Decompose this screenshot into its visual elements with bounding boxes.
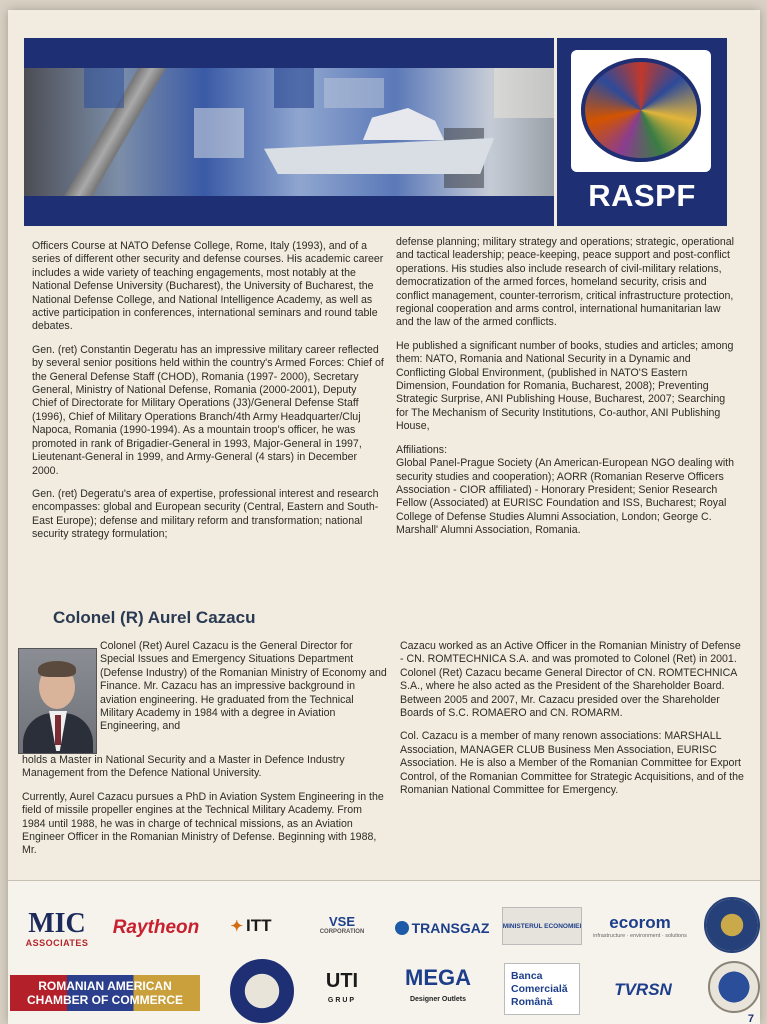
- vse-logo: VSE CORPORATION: [319, 913, 365, 935]
- sponsor-logos: [8, 880, 760, 1024]
- ministry-economy-logo: MINISTERUL ECONOMIEI: [502, 907, 582, 945]
- ministry-seal-icon: [230, 959, 294, 1023]
- transgaz-mark-icon: [395, 921, 409, 935]
- mega-logo: MEGA Designer Outlets: [405, 965, 471, 1003]
- paragraph: Gen. (ret) Degeratu's area of expertise, professional interest and research encompasses: global and European security (Central, Eastern and South-East Europe); defense and military reform and transformation; national security strategy formulation;: [32, 487, 379, 541]
- paragraph: Col. Cazacu is a member of many renown associations: MARSHALL Association, MANAGER CLUB Business Men Association, EURISC Association. He is also a Member of the Romanian Committee for Export Control, of the Romanian Committee for Strategic Acquisitions, and of the Romanian National Committee for Emergency.: [400, 730, 744, 797]
- mic-associates-logo: MIC ASSOCIATES: [25, 908, 89, 948]
- romanian-american-chamber-logo: ROMANIAN AMERICAN CHAMBER OF COMMERCE: [10, 975, 200, 1011]
- paragraph: Gen. (ret) Constantin Degeratu has an impressive military career reflected by several senior positions held within the country's Armed Forces: Chief of the General Defense Staff (CHOD), Romania (1997- 2000), Secretary General, Ministry of National Defense, Romania (2000-2001), Deputy Chief of Directorate for Military Operations (J3)/General Defense Staff (1996), Chief of Military Operations Branch/4th Army Headquarter/Cluj Napoca, Romania (1990-1994). As a mountain troop's officer, he was promoted in rank of Brigadier-General in 1993, Major-General in 1997, Lieutenant-General in 1999, and Army-General (4 stars) in December 2000.: [32, 343, 384, 477]
- itt-logo: ✦ ITT: [230, 916, 272, 935]
- raspf-logo: [557, 38, 727, 226]
- bio-left-wide-text: [22, 754, 388, 868]
- page-number: 7: [747, 1013, 754, 1024]
- brochure-page: [8, 10, 760, 1024]
- paragraph: defense planning; military strategy and operations; strategic, operational and tactical leadership; peace-keeping, peace support and post-conflict operations. His studies also include research of civil-military relations, democratization of the armed forces, homeland security, crisis and conflict management, counter-terrorism, critical infrastructure protection, regional cooperation and arms control, international humanitarian law and the law of the armed conflicts.: [396, 236, 735, 329]
- paragraph: He published a significant number of books, studies and articles; among them: NATO, Romania and National Security in a Dynamic and Conflicting Global Environment, (published in NATO'S Eastern Dimension, Foundation for Romania, Bucharest, 2008); Preventing Strategic Surprise, ANI Publishing House, Bucharest, 2007; Searching for The Mechanism of Security Institutions, Co-author, ANI Publishing House,: [396, 339, 734, 433]
- header-banner: [24, 38, 554, 226]
- uti-grup-logo: UTI GRUP: [325, 970, 359, 1004]
- tvrsn-logo: TVRSN: [614, 980, 672, 999]
- bcr-logo: Banca Comercială Română: [504, 963, 580, 1015]
- paragraph: holds a Master in National Security and a Master in Defence Industry Management from the Defence National University.: [22, 754, 345, 780]
- right-column: [396, 236, 740, 548]
- affiliations-paragraph: Affiliations: Global Panel-Prague Society (An American-European NGO dealing with security studies and cooperation); AORR (Romanian Reserve Officers Association - CIOR affiliated) - Honorary President; Senior Research Fellow (Associated) at EURISC Foundation and ISS, Bucharest; Royal College of Defense Studies Alumni Association, London; George C. Marshall' Alumni Association, Romania.: [396, 443, 735, 537]
- logo-text: RASPF: [588, 178, 696, 213]
- section-title: Colonel (R) Aurel Cazacu: [53, 608, 256, 627]
- paragraph: Colonel (Ret) Aurel Cazacu is the General Director for Special Issues and Emergency Situations Department (Defense Industry) of the Romanian Ministry of Economy and Finance. Mr. Cazacu has an impressive background in aviation engineering. He graduated from the Technical Military Academy in 1984 with a degree in Aviation Engineering, and: [100, 640, 387, 733]
- bio-right-text: [400, 640, 746, 807]
- left-column: [32, 240, 384, 552]
- portrait-photo: [18, 648, 97, 754]
- banner-collage-image: [24, 68, 554, 196]
- transgaz-logo: TRANSGAZ: [394, 913, 490, 943]
- paragraph: Cazacu worked as an Active Officer in the Romanian Ministry of Defense - CN. ROMTECHNICA S.A. and was promoted to Colonel (Ret) in 2001. Colonel (Ret) Cazacu became General Director of CN. ROMTECHNICA S.A., where he also acted as the President of the Shareholder Board. Between 2005 and 2007, Mr. Cazacu presided over the Shareholder Boards of S.C. ROMAERO and CN. ROMARM.: [400, 640, 741, 720]
- paragraph: Officers Course at NATO Defense College, Rome, Italy (1993), and of a series of different other security and defense courses. His academic career includes a wide variety of teaching engagements, most notably at the National Defense University (Bucharest), the University of Bucharest, the National Defense College, and National Intelligence Academy, as well as active participation in conferences, international seminars and round table debates.: [32, 240, 384, 333]
- coat-of-arms-icon: [708, 961, 760, 1013]
- bio-left-text: [100, 640, 388, 744]
- ecorom-logo: ecorom infrastructure · environment · solutions: [593, 913, 687, 939]
- ship-image: [264, 138, 494, 174]
- paragraph: Currently, Aurel Cazacu pursues a PhD in Aviation System Engineering in the field of missile propeller engines at the Technical Military Academy. From 1984 until 1988, he was in charge of technical missions, as an Aviation Engineer Officer in the Romanian Ministry of Defense. Beginning with 1988, Mr.: [22, 790, 384, 857]
- raytheon-logo: Raytheon: [112, 917, 200, 938]
- itt-mark-icon: ✦: [230, 918, 244, 935]
- seal-emblem-icon: [704, 897, 760, 953]
- globe-icon: [581, 58, 701, 162]
